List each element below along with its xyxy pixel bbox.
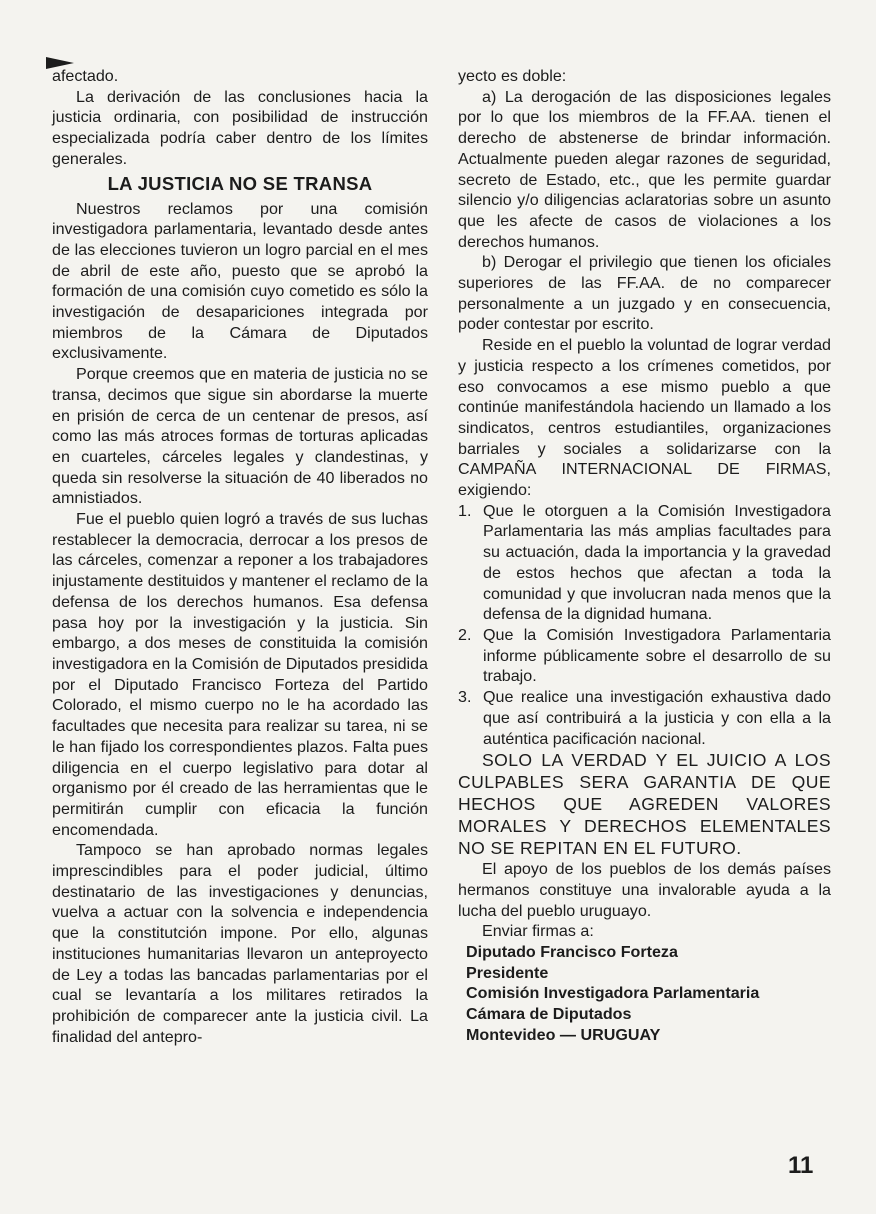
address-line: Presidente <box>466 963 549 982</box>
paragraph-item-a: a) La derogación de las disposiciones legales por lo que los miembros de la FF.AA. tienen el derecho de abstenerse de brindar información. Actualmente pueden alegar razones de seguridad, secreto de Estado, etc., que les permite guardar silencio y/o diligencias aclaratorias sobre un asunto que les afecte de casos de violaciones a los derechos humanos. <box>458 87 831 251</box>
list-item-number: 1. <box>458 501 472 520</box>
paragraph-proyecto-doble: yecto es doble: <box>458 67 567 85</box>
paragraph-apoyo: El apoyo de los pueblos de los demás países hermanos constituye una invalorable ayuda a la lucha del pueblo uruguayo. <box>458 860 831 920</box>
reside-end: , exigiendo: <box>458 460 831 500</box>
list-item-number: 3. <box>458 688 472 707</box>
right-column <box>458 66 831 1046</box>
paragraph-tampoco: Tampoco se han aprobado normas legales imprescindibles para el poder judicial, último destinatario de las investigaciones y denuncias, vuelva a actuar con la solvencia e independencia que la constitutción impone. Por ello, algunas instituciones humanitarias llevaron un anteproyecto de Ley a todas las bancadas parlamentarias por el cual se levantaría a los militares retirados la prohibición de comparecer ante la justicia civil. La finalidad del antepro- <box>52 841 428 1046</box>
demands-list <box>458 501 831 749</box>
paragraph-porque-creemos: Porque creemos que en materia de justicia no se transa, decimos que sigue sin abordarse la muerte en prisión de cerca de un centenar de presos, así como las más atroces formas de torturas aplicadas en cuarteles, cárceles legales y clandestinas, y queda sin resolverse la situación de 40 liberados no amnistiados. <box>52 365 428 508</box>
campaign-name: CAMPAÑA INTERNACIONAL DE FIRMAS <box>458 460 827 479</box>
send-label: Enviar firmas a: <box>482 922 594 941</box>
list-item-number: 2. <box>458 625 472 644</box>
reside-text: Reside en el pueblo la voluntad de lograr verdad y justicia respecto a los crímenes cometidos, por eso convocamos a ese mismo pueblo a que continúe manifestándola haciendo un llamado a los sindicatos, centros estudiantiles, organizaciones barriales y sociales a solidarizarse con la <box>458 336 831 458</box>
paragraph-fue-el-pueblo: Fue el pueblo quien logró a través de sus luchas restablecer la democracia, derrocar a los presos de las cárceles, comenzar a reponer a los trabajadores injustamente destituidos y mantener el reclamo de la defensa de los derechos humanos. Esa defensa pasa hoy por la investigación y la justicia. Sin embargo, a dos meses de constituida la comisión investigadora en la Comisión de Diputados presidida por el Diputado Francisco Forteza del Partido Colorado, el mismo cuerpo no le ha acordado las facultades que necesita para realizar su tarea, ni se le han fijado los correspondientes plazos. Falta pues diligencia en el cuerpo legislativo para dotar al organismo por él creado de las herramientas que le permitirán cumplir con eficacia la función encomendada. <box>52 510 428 839</box>
list-item <box>458 501 831 625</box>
list-item-text: Que le otorguen a la Comisión Investigadora Parlamentaria las más amplias facultades para su actuación, dada la importancia y la gravedad de estos hechos que afectan a toda la comunidad y que involucran nada menos que la defensa de la dignidad humana. <box>483 501 831 624</box>
paragraph-item-b: b) Derogar el privilegio que tienen los oficiales superiores de las FF.AA. de no comparecer personalmente a un juzgado y en consecuencia, poder contestar por escrito. <box>458 253 831 334</box>
paragraph-reclamos: Nuestros reclamos por una comisión investigadora parlamentaria, levantado desde antes de las elecciones tuvieron un logro parcial en el mes de abril de este año, puesto que se aprobó la formación de una comisión cuyo cometido es sólo la investigación de desapariciones integrada por miembros de la Cámara de Diputados exclusivamente. <box>52 199 428 363</box>
section-heading: LA JUSTICIA NO SE TRANSA <box>107 172 373 194</box>
address-line: Comisión Investigadora Parlamentaria <box>466 984 760 1003</box>
address-line: Diputado Francisco Forteza <box>466 943 678 962</box>
paragraph-derivacion: La derivación de las conclusiones hacia la justicia ordinaria, con posibilidad de instrucción especializada podría caber dentro de los límites generales. <box>52 87 428 168</box>
address-line: Cámara de Diputados <box>466 1005 632 1024</box>
address-line: Montevideo — URUGUAY <box>466 1025 661 1044</box>
paragraph-reside <box>458 335 831 501</box>
paragraph-afectado: afectado. <box>52 67 119 85</box>
list-item <box>458 625 831 687</box>
slogan: SOLO LA VERDAD Y EL JUICIO A LOS CULPABLES SERA GARANTIA DE QUE HECHOS QUE AGREDEN VALORES MORALES Y DERECHOS ELEMENTALES NO SE REPITAN EN EL FUTURO. <box>458 750 831 859</box>
list-item-text: Que realice una investigación exhaustiva dado que así contribuirá a la justicia y con ella a la auténtica pacificación nacional. <box>483 688 831 748</box>
page-number: 11 <box>788 1152 814 1179</box>
left-column <box>52 66 428 1047</box>
list-item-text: Que la Comisión Investigadora Parlamentaria informe públicamente sobre el desarrollo de su trabajo. <box>483 625 831 686</box>
list-item <box>458 687 831 749</box>
